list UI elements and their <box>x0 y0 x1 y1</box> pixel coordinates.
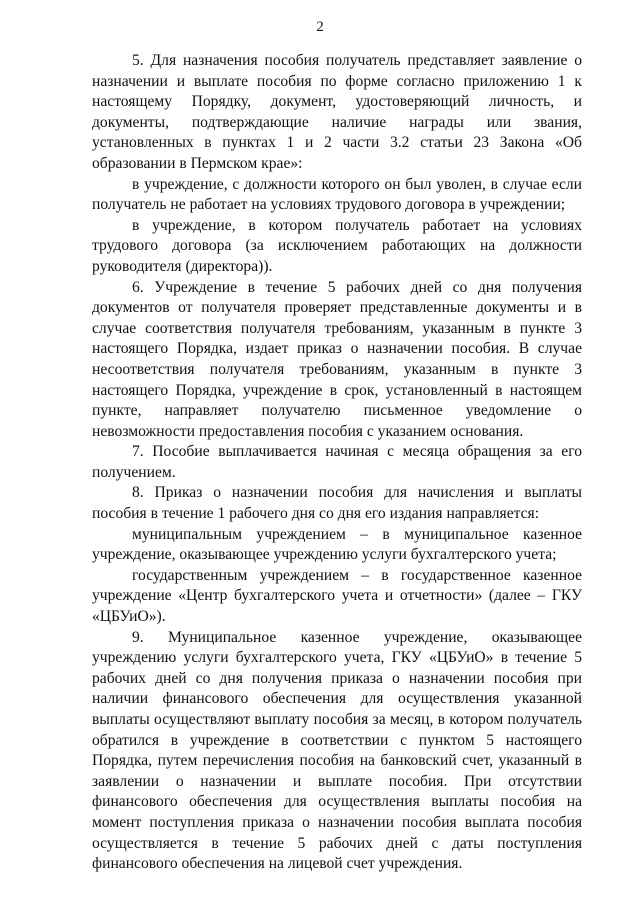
paragraph-employed-recipient: в учреждение, в котором получатель работает на условиях трудового договора (за исключением работающих на должности руководителя (директора)). <box>92 216 582 275</box>
paragraph-8-order-sending: 8. Приказ о назначении пособия для начисления и выплаты пособия в течение 1 рабочего дня со дня его издания направляется: <box>92 484 582 523</box>
paragraph-dismissed-recipient: в учреждение, с должности которого он был уволен, в случае если получатель не работает на условиях трудового договора в учреждении; <box>92 175 582 214</box>
document-body <box>92 51 582 875</box>
paragraph-6-verification: 6. Учреждение в течение 5 рабочих дней со дня получения документов от получателя проверяет представленные документы и в случае соответствия получателя требованиям, указанным в пункте 3 настоящего Порядка, издает приказ о назначении пособия. В случае несоответствия получателя требованиям, указанным в пункте 3 настоящего Порядка, учреждение в срок, установленный в настоящем пункте, направляет получателю письменное уведомление о невозможности предоставления пособия с указанием основания. <box>92 278 582 440</box>
page-number: 2 <box>316 19 324 35</box>
paragraph-7-payment-start: 7. Пособие выплачивается начиная с месяца обращения за его получением. <box>92 443 582 481</box>
paragraph-5-application: 5. Для назначения пособия получатель представляет заявление о назначении и выплате пособия по форме согласно приложению 1 к настоящему Порядку, документ, удостоверяющий личность, и документы, подтверждающие наличие награды или звания, установленных в пунктах 1 и 2 части 3.2 статьи 23 Закона «Об образовании в Пермском крае»: <box>92 52 582 172</box>
paragraph-9-payment-procedure: 9. Муниципальное казенное учреждение, оказывающее учреждению услуги бухгалтерского учета, ГКУ «ЦБУиО» в течение 5 рабочих дней со дня получения приказа о назначении пособия при наличии финансового обеспечения для осуществления указанной выплаты осуществляют выплату пособия за месяц, в котором получатель обратился в учреждение в соответствии с пунктом 5 настоящего Порядка, путем перечисления пособия на банковский счет, указанный в заявлении о назначении и выплате пособия. При отсутствии финансового обеспечения для осуществления выплаты пособия на момент поступления приказа о назначении пособия выплата пособия осуществляется в течение 5 рабочих дней с даты поступления финансового обеспечения на лицевой счет учреждения. <box>92 628 582 873</box>
paragraph-state-institution: государственным учреждением – в государственное казенное учреждение «Центр бухгалтерского учета и отчетности» (далее – ГКУ «ЦБУиО»). <box>92 566 582 626</box>
paragraph-municipal-institution: муниципальным учреждением – в муниципальное казенное учреждение, оказывающее учреждению услуги бухгалтерского учета; <box>92 525 582 564</box>
